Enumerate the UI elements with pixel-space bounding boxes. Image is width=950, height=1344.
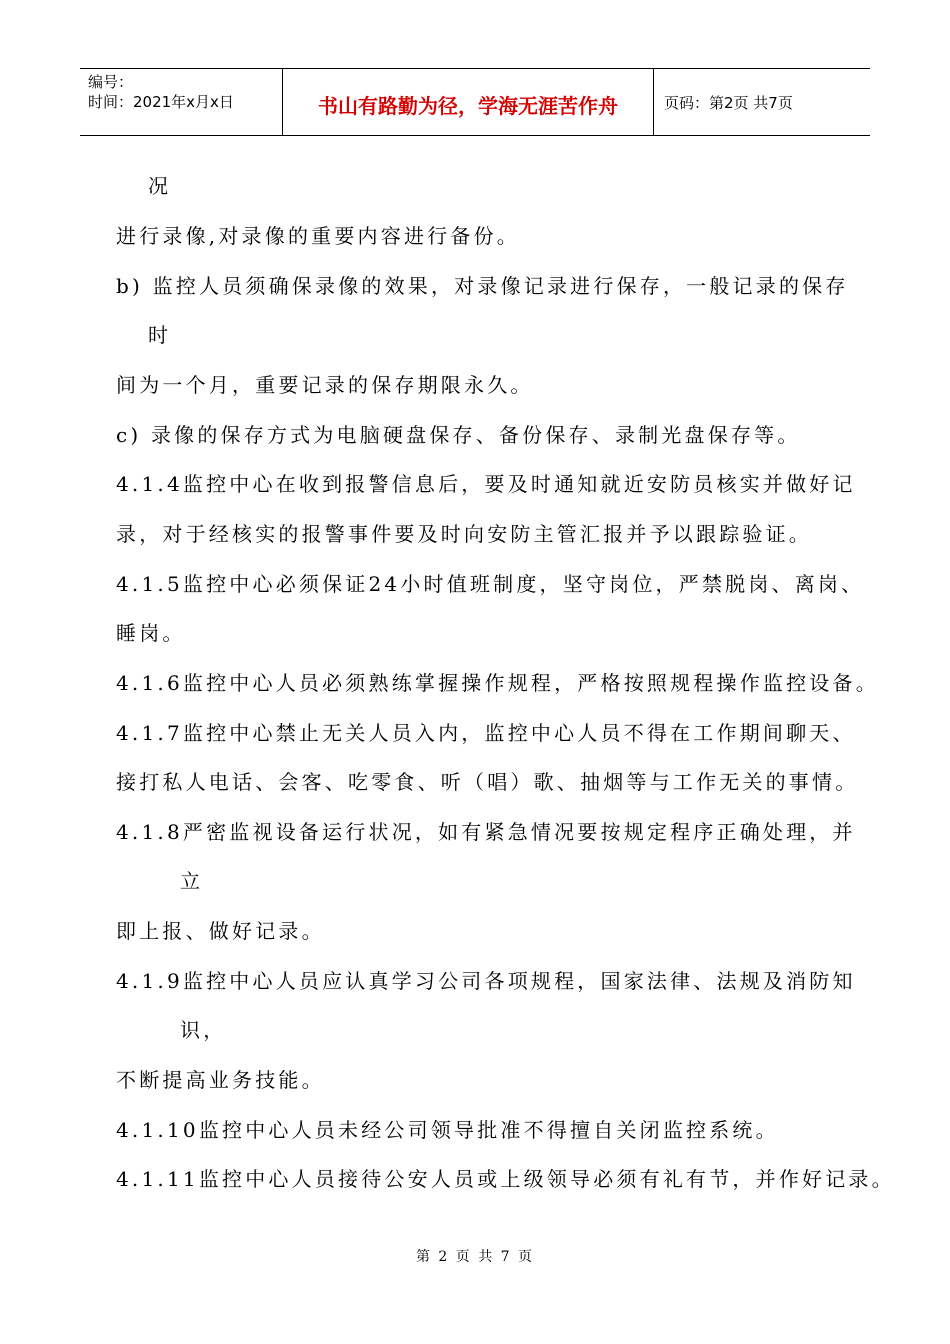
text-line: 4.1.11监控中心人员接待公安人员或上级领导必须有礼有节，并作好记录。 — [116, 1167, 895, 1191]
text-line: 4.1.7监控中心禁止无关人员入内，监控中心人员不得在工作期间聊天、 — [116, 721, 856, 745]
page-footer: 第 2 页 共 7 页 — [415, 1249, 535, 1265]
page-header — [80, 68, 870, 136]
text-line: c) 录像的保存方式为电脑硬盘保存、备份保存、录制光盘保存等。 — [116, 423, 801, 447]
header-page-info: 页码：第2页 共7页 — [664, 93, 793, 112]
text-line: 4.1.8严密监视设备运行状况，如有紧急情况要按规定程序正确处理，并 — [116, 820, 856, 844]
text-line: 4.1.10监控中心人员未经公司领导批准不得擅自关闭监控系统。 — [116, 1118, 779, 1142]
text-line: 间为一个月，重要记录的保存期限永久。 — [116, 373, 534, 397]
text-line: 4.1.4监控中心在收到报警信息后，要及时通知就近安防员核实并做好记 — [116, 472, 856, 496]
text-line: 识， — [180, 1018, 227, 1042]
header-meta — [80, 69, 282, 135]
document-number-label: 编号： — [88, 73, 134, 91]
text-line: 4.1.9监控中心人员应认真学习公司各项规程，国家法律、法规及消防知 — [116, 969, 856, 993]
header-motto: 书山有路勤为径，学海无涯苦作舟 — [282, 69, 654, 135]
text-line: b) 监控人员须确保录像的效果，对录像记录进行保存，一般记录的保存 — [116, 274, 849, 298]
text-line: 立 — [180, 869, 204, 893]
text-line: 接打私人电话、会客、吃零食、听（唱）歌、抽烟等与工作无关的事情。 — [116, 770, 859, 794]
text-line: 4.1.5监控中心必须保证24小时值班制度，坚守岗位，严禁脱岗、离岗、 — [116, 572, 865, 596]
text-line: 4.1.6监控中心人员必须熟练掌握操作规程，严格按照规程操作监控设备。 — [116, 671, 879, 695]
text-line: 进行录像,对录像的重要内容进行备份。 — [116, 224, 520, 248]
text-line: 录，对于经核实的报警事件要及时向安防主管汇报并予以跟踪验证。 — [116, 522, 812, 546]
text-line: 不断提高业务技能。 — [116, 1068, 325, 1092]
text-line: 时 — [148, 323, 172, 347]
text-line: 即上报、做好记录。 — [116, 919, 325, 943]
text-line: 睡岗。 — [116, 621, 186, 645]
document-date: 时间：2021年x月x日 — [88, 93, 234, 111]
text-line: 况 — [148, 174, 172, 198]
